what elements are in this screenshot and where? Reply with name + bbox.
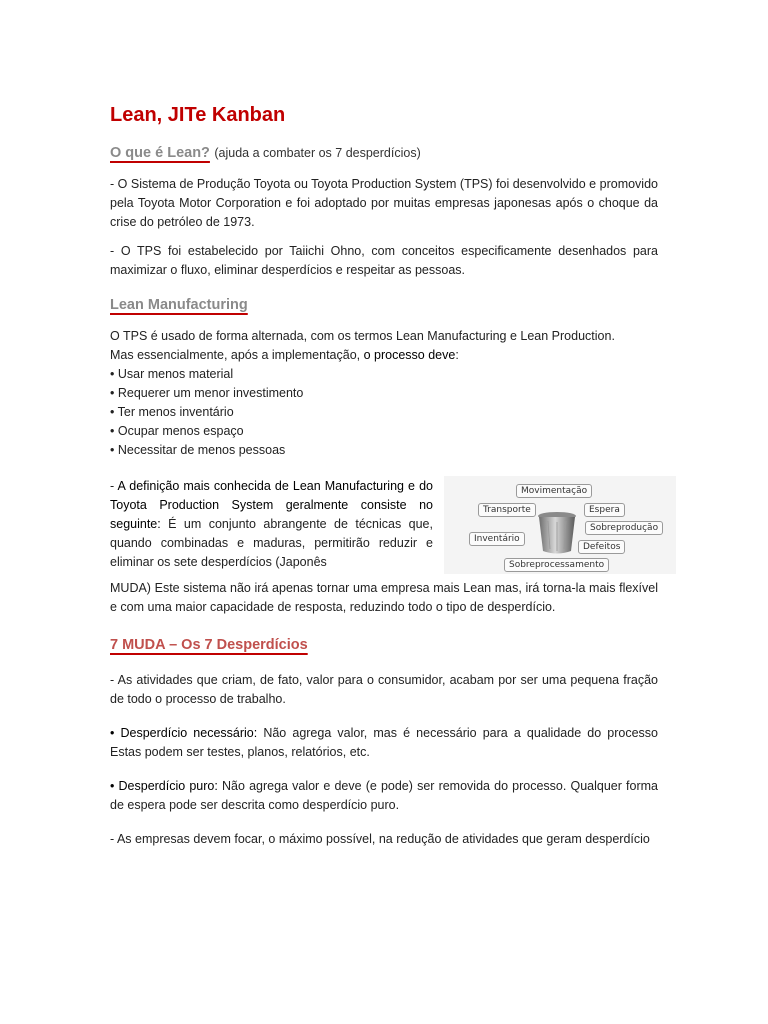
- paragraph-tps-intro: - O Sistema de Produção Toyota ou Toyota Production System (TPS) foi desenvolvido e promovido pela Toyota Motor Corporation e foi adoptado por muitas empresas japonesas após o choque da crise do petróleo de 1973.: [110, 177, 658, 229]
- heading-what-is-lean-subtitle: (ajuda a combater os 7 desperdícios): [214, 146, 421, 160]
- definition-text: É um conjunto abrangente de técnicas que, quando combinadas e maduras, permitirão reduzir e eliminar os sete desperdícios (Japonês: [110, 517, 433, 569]
- label-espera: Espera: [584, 503, 625, 517]
- label-sobreprocessamento: Sobreprocessamento: [504, 558, 609, 572]
- paragraph-lean-definition: [110, 477, 433, 572]
- label-transporte: Transporte: [478, 503, 536, 517]
- necessary-waste-text: Não agrega valor, mas é necessário para a qualidade do processo Estas podem ser testes, planos, relatórios, etc.: [110, 726, 658, 759]
- paragraph-muda-intro: - As atividades que criam, de fato, valor para o consumidor, acabam por ser uma pequena fração de todo o processo de trabalho.: [110, 673, 658, 706]
- paragraph-tps-ohno: - O TPS foi estabelecido por Taiichi Ohno, com conceitos especificamente desenhados para maximizar o fluxo, eliminar desperdícios e respeitar as pessoas.: [110, 244, 658, 277]
- label-movimentacao: Movimentação: [516, 484, 592, 498]
- paragraph-lean-intro: O TPS é usado de forma alternada, com os termos Lean Manufacturing e Lean Production.: [110, 329, 615, 343]
- definition-emphasis: A definição mais conhecida de Lean Manufacturing e do Toyota Production System geralmente consiste no seguinte:: [110, 479, 433, 531]
- paragraph-necessary-waste: [110, 724, 658, 762]
- label-sobreproducao: Sobreprodução: [585, 521, 663, 535]
- pure-waste-label: • Desperdício puro:: [110, 779, 218, 793]
- necessary-waste-label: • Desperdício necessário:: [110, 726, 258, 740]
- definition-dash: -: [110, 479, 118, 493]
- paragraph-pure-waste: [110, 777, 658, 815]
- list-item: • Requerer um menor investimento: [110, 386, 304, 400]
- section-7-muda-heading: [110, 636, 658, 654]
- document-title: Lean, JITe Kanban: [110, 104, 286, 126]
- list-item: • Necessitar de menos pessoas: [110, 443, 286, 457]
- paragraph-lean-process: [110, 346, 658, 365]
- heading-what-is-lean: O que é Lean?: [110, 145, 210, 161]
- list-item: • Ter menos inventário: [110, 405, 234, 419]
- heading-7-muda: 7 MUDA – Os 7 Desperdícios: [110, 637, 308, 653]
- label-defeitos: Defeitos: [578, 540, 625, 554]
- section-what-is-lean-heading: [110, 144, 658, 162]
- list-item: • Ocupar menos espaço: [110, 424, 244, 438]
- section-lean-manufacturing-heading: [110, 296, 658, 314]
- process-emphasis: o processo deve: [363, 348, 456, 362]
- paragraph-companies-focus: - As empresas devem focar, o máximo possível, na redução de atividades que geram desperdício: [110, 832, 650, 846]
- label-inventario: Inventário: [469, 532, 525, 546]
- lean-benefits-list: [110, 365, 658, 460]
- paragraph-lean-definition-cont: MUDA) Este sistema não irá apenas tornar uma empresa mais Lean mas, irá torna-la mais flexível e com uma maior capacidade de resposta, reduzindo todo o tipo de desperdício.: [110, 581, 658, 614]
- muda-figure: [444, 476, 676, 574]
- process-text: Mas essencialmente, após a implementação,: [110, 348, 364, 362]
- list-item: • Usar menos material: [110, 367, 234, 381]
- pure-waste-text: Não agrega valor e deve (e pode) ser removida do processo. Qualquer forma de espera pode ser descrita como desperdício puro.: [110, 779, 659, 812]
- heading-lean-manufacturing: Lean Manufacturing: [110, 297, 248, 313]
- process-colon: :: [455, 348, 459, 362]
